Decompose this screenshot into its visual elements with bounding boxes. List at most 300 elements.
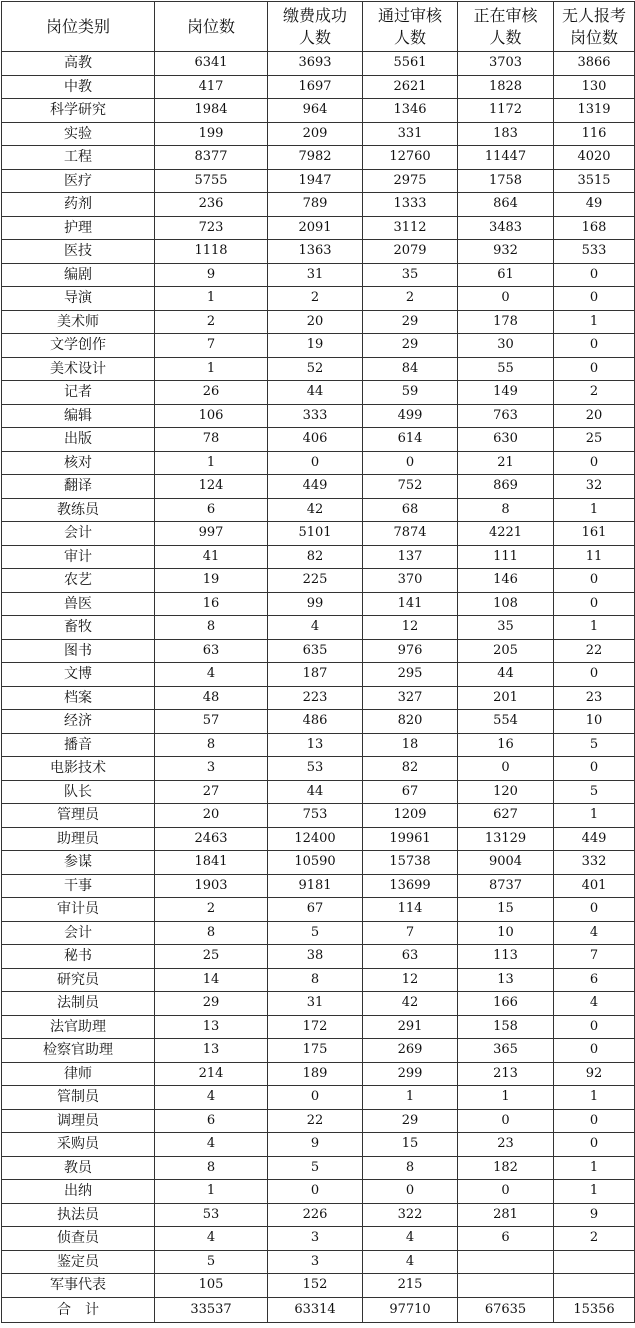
category-cell: 医技 [2,240,155,264]
table-row [2,663,635,687]
table-row [2,686,635,710]
number-cell: 3 [155,757,268,781]
number-cell: 281 [458,1203,554,1227]
number-cell: 20 [554,404,635,428]
number-cell: 4 [554,992,635,1016]
number-cell: 3866 [554,52,635,76]
number-cell: 1 [155,451,268,475]
number-cell: 3703 [458,52,554,76]
number-cell: 12760 [363,146,458,170]
number-cell: 9 [268,1133,363,1157]
number-cell: 42 [268,498,363,522]
number-cell: 13699 [363,874,458,898]
number-cell: 3483 [458,216,554,240]
number-cell: 20 [268,310,363,334]
number-cell: 332 [554,851,635,875]
number-cell: 15 [458,898,554,922]
number-cell: 63 [155,639,268,663]
table-row [2,475,635,499]
table-row [2,52,635,76]
category-cell: 审计员 [2,898,155,922]
number-cell: 291 [363,1015,458,1039]
number-cell: 533 [554,240,635,264]
table-row [2,851,635,875]
number-cell: 111 [458,545,554,569]
number-cell: 752 [363,475,458,499]
table-row [2,522,635,546]
category-cell: 医疗 [2,169,155,193]
category-cell: 经济 [2,710,155,734]
number-cell: 0 [554,287,635,311]
number-cell: 15738 [363,851,458,875]
table-row [2,122,635,146]
page [1,1,634,1323]
number-cell: 92 [554,1062,635,1086]
number-cell: 1319 [554,99,635,123]
number-cell: 3693 [268,52,363,76]
number-cell: 42 [363,992,458,1016]
category-cell: 研究员 [2,968,155,992]
number-cell: 1346 [363,99,458,123]
table-header [2,2,635,52]
column-header [268,2,363,52]
category-cell: 药剂 [2,193,155,217]
number-cell: 2 [554,381,635,405]
number-cell: 158 [458,1015,554,1039]
table-row [2,1203,635,1227]
number-cell: 0 [554,663,635,687]
category-cell: 采购员 [2,1133,155,1157]
table-row [2,216,635,240]
number-cell: 9 [554,1203,635,1227]
number-cell: 236 [155,193,268,217]
category-cell: 兽医 [2,592,155,616]
category-cell: 秘书 [2,945,155,969]
number-cell: 5755 [155,169,268,193]
table-row [2,334,635,358]
number-cell: 11447 [458,146,554,170]
column-header-line: 人数 [393,27,426,47]
number-cell: 9181 [268,874,363,898]
table-row [2,169,635,193]
number-cell: 53 [268,757,363,781]
number-cell: 44 [458,663,554,687]
table-row [2,287,635,311]
column-header-line: 人数 [489,27,522,47]
number-cell: 14 [155,968,268,992]
number-cell: 8 [155,733,268,757]
number-cell: 486 [268,710,363,734]
table-row [2,992,635,1016]
number-cell: 327 [363,686,458,710]
number-cell: 3 [268,1250,363,1274]
column-header-line: 通过审核 [377,5,442,25]
number-cell: 8 [363,1156,458,1180]
number-cell: 1172 [458,99,554,123]
table-row [2,193,635,217]
number-cell: 1209 [363,804,458,828]
number-cell: 16 [155,592,268,616]
category-cell: 编剧 [2,263,155,287]
number-cell: 976 [363,639,458,663]
number-cell: 4 [155,1133,268,1157]
number-cell: 22 [554,639,635,663]
number-cell: 33537 [155,1297,268,1322]
category-cell: 美术设计 [2,357,155,381]
table-row [2,428,635,452]
number-cell: 16 [458,733,554,757]
number-cell: 7874 [363,522,458,546]
number-cell: 35 [363,263,458,287]
table-row [2,827,635,851]
number-cell: 1903 [155,874,268,898]
number-cell: 215 [363,1274,458,1298]
category-cell: 图书 [2,639,155,663]
number-cell: 63 [363,945,458,969]
number-cell: 61 [458,263,554,287]
number-cell: 2 [155,310,268,334]
number-cell: 225 [268,569,363,593]
number-cell: 5561 [363,52,458,76]
number-cell: 6 [554,968,635,992]
column-header [155,2,268,52]
number-cell: 0 [554,451,635,475]
column-header-line: 岗位类别 [45,16,110,36]
number-cell: 48 [155,686,268,710]
number-cell: 97710 [363,1297,458,1322]
number-cell: 4 [155,1227,268,1251]
number-cell: 6341 [155,52,268,76]
table-row [2,75,635,99]
number-cell: 0 [554,757,635,781]
table-row [2,1156,635,1180]
number-cell: 166 [458,992,554,1016]
number-cell: 114 [363,898,458,922]
number-cell: 10 [458,921,554,945]
number-cell: 183 [458,122,554,146]
number-cell: 67635 [458,1297,554,1322]
number-cell: 5 [155,1250,268,1274]
number-cell: 417 [155,75,268,99]
table-row [2,757,635,781]
category-cell: 干事 [2,874,155,898]
number-cell: 1 [554,1086,635,1110]
number-cell: 2975 [363,169,458,193]
category-cell: 法制员 [2,992,155,1016]
table-body [2,52,635,1323]
category-cell: 教员 [2,1156,155,1180]
number-cell: 68 [363,498,458,522]
category-cell: 队长 [2,780,155,804]
column-header-line: 岗位数 [569,27,618,47]
number-cell: 2 [554,1227,635,1251]
category-cell: 美术师 [2,310,155,334]
number-cell: 4 [268,616,363,640]
number-cell: 13 [458,968,554,992]
number-cell: 49 [554,193,635,217]
number-cell: 38 [268,945,363,969]
number-cell: 1 [458,1086,554,1110]
table-row [2,1180,635,1204]
number-cell: 108 [458,592,554,616]
category-cell: 电影技术 [2,757,155,781]
number-cell: 113 [458,945,554,969]
number-cell: 8 [458,498,554,522]
number-cell: 0 [554,357,635,381]
number-cell: 499 [363,404,458,428]
number-cell: 3112 [363,216,458,240]
table-row [2,1227,635,1251]
number-cell: 331 [363,122,458,146]
table-row [2,310,635,334]
column-header [554,2,635,52]
column-header [458,2,554,52]
category-cell: 执法员 [2,1203,155,1227]
number-cell: 269 [363,1039,458,1063]
number-cell: 1758 [458,169,554,193]
number-cell: 2 [155,898,268,922]
number-cell: 864 [458,193,554,217]
number-cell: 105 [155,1274,268,1298]
number-cell: 13129 [458,827,554,851]
number-cell: 869 [458,475,554,499]
table-row [2,874,635,898]
number-cell: 12 [363,968,458,992]
number-cell: 0 [458,757,554,781]
number-cell: 7 [155,334,268,358]
number-cell: 449 [268,475,363,499]
number-cell: 8737 [458,874,554,898]
number-cell: 137 [363,545,458,569]
table-row [2,146,635,170]
category-cell: 中教 [2,75,155,99]
number-cell: 35 [458,616,554,640]
number-cell: 8 [155,1156,268,1180]
number-cell: 20 [155,804,268,828]
number-cell: 213 [458,1062,554,1086]
number-cell: 161 [554,522,635,546]
category-cell: 助理员 [2,827,155,851]
column-header [2,2,155,52]
number-cell: 13 [155,1039,268,1063]
number-cell: 0 [554,592,635,616]
number-cell: 0 [458,287,554,311]
table-row [2,1062,635,1086]
number-cell [458,1274,554,1298]
number-cell: 0 [268,451,363,475]
column-header-line: 缴费成功 [282,5,347,25]
number-cell: 9 [155,263,268,287]
total-row [2,1297,635,1322]
table-row [2,921,635,945]
category-cell: 文博 [2,663,155,687]
number-cell: 8 [155,921,268,945]
category-cell: 工程 [2,146,155,170]
number-cell: 12400 [268,827,363,851]
number-cell: 78 [155,428,268,452]
category-cell: 合 计 [2,1297,155,1322]
category-cell: 审计 [2,545,155,569]
number-cell: 1 [155,1180,268,1204]
category-cell: 出纳 [2,1180,155,1204]
category-cell: 调理员 [2,1109,155,1133]
number-cell: 57 [155,710,268,734]
category-cell: 出版 [2,428,155,452]
number-cell: 44 [268,780,363,804]
category-cell: 参谋 [2,851,155,875]
table-row [2,710,635,734]
column-header-line: 岗位数 [186,16,235,36]
number-cell: 299 [363,1062,458,1086]
number-cell: 4 [363,1250,458,1274]
number-cell: 168 [554,216,635,240]
number-cell: 29 [363,334,458,358]
number-cell: 1841 [155,851,268,875]
table-row [2,240,635,264]
number-cell: 2079 [363,240,458,264]
table-row [2,1039,635,1063]
number-cell: 26 [155,381,268,405]
number-cell: 2463 [155,827,268,851]
table-row [2,780,635,804]
number-cell: 6 [458,1227,554,1251]
table-row [2,804,635,828]
category-cell: 农艺 [2,569,155,593]
number-cell [458,1250,554,1274]
number-cell: 789 [268,193,363,217]
number-cell: 0 [554,898,635,922]
number-cell: 4 [363,1227,458,1251]
number-cell: 753 [268,804,363,828]
number-cell: 820 [363,710,458,734]
category-cell: 教练员 [2,498,155,522]
category-cell: 畜牧 [2,616,155,640]
number-cell: 10590 [268,851,363,875]
table-row [2,1015,635,1039]
number-cell: 3515 [554,169,635,193]
number-cell: 201 [458,686,554,710]
category-cell: 军事代表 [2,1274,155,1298]
header-row [2,2,635,52]
category-cell: 护理 [2,216,155,240]
number-cell: 44 [268,381,363,405]
number-cell: 627 [458,804,554,828]
number-cell: 365 [458,1039,554,1063]
number-cell: 2621 [363,75,458,99]
number-cell [554,1250,635,1274]
number-cell: 15356 [554,1297,635,1322]
category-cell: 高教 [2,52,155,76]
table-row [2,1133,635,1157]
column-header-line: 人数 [298,27,331,47]
number-cell: 322 [363,1203,458,1227]
recruitment-statistics-table [1,1,635,1323]
number-cell: 614 [363,428,458,452]
number-cell: 1 [554,804,635,828]
number-cell: 370 [363,569,458,593]
number-cell: 199 [155,122,268,146]
number-cell: 9004 [458,851,554,875]
number-cell: 29 [363,310,458,334]
number-cell: 0 [554,1109,635,1133]
number-cell: 449 [554,827,635,851]
table-row [2,616,635,640]
number-cell: 25 [155,945,268,969]
number-cell: 5101 [268,522,363,546]
number-cell: 152 [268,1274,363,1298]
number-cell: 8 [155,616,268,640]
number-cell: 116 [554,122,635,146]
number-cell: 1984 [155,99,268,123]
number-cell: 187 [268,663,363,687]
number-cell: 175 [268,1039,363,1063]
category-cell: 档案 [2,686,155,710]
number-cell: 0 [554,1039,635,1063]
number-cell: 13 [155,1015,268,1039]
number-cell: 209 [268,122,363,146]
number-cell: 82 [268,545,363,569]
number-cell: 19 [268,334,363,358]
number-cell: 10 [554,710,635,734]
number-cell: 172 [268,1015,363,1039]
number-cell: 1 [363,1086,458,1110]
number-cell: 406 [268,428,363,452]
number-cell: 1 [155,357,268,381]
number-cell: 55 [458,357,554,381]
number-cell: 214 [155,1062,268,1086]
table-row [2,1109,635,1133]
category-cell: 科学研究 [2,99,155,123]
number-cell: 763 [458,404,554,428]
number-cell: 15 [363,1133,458,1157]
number-cell: 149 [458,381,554,405]
number-cell: 1118 [155,240,268,264]
number-cell: 29 [155,992,268,1016]
number-cell: 12 [363,616,458,640]
number-cell: 4020 [554,146,635,170]
number-cell: 31 [268,263,363,287]
number-cell: 29 [363,1109,458,1133]
category-cell: 律师 [2,1062,155,1086]
number-cell: 6 [155,1109,268,1133]
number-cell: 964 [268,99,363,123]
number-cell: 0 [554,334,635,358]
number-cell: 6 [155,498,268,522]
number-cell: 5 [554,733,635,757]
number-cell: 1697 [268,75,363,99]
category-cell: 实验 [2,122,155,146]
number-cell: 295 [363,663,458,687]
category-cell: 管制员 [2,1086,155,1110]
number-cell: 106 [155,404,268,428]
number-cell: 59 [363,381,458,405]
number-cell: 146 [458,569,554,593]
number-cell: 0 [458,1180,554,1204]
table-row [2,263,635,287]
category-cell: 编辑 [2,404,155,428]
number-cell: 22 [268,1109,363,1133]
number-cell: 1 [554,310,635,334]
number-cell: 178 [458,310,554,334]
number-cell: 2 [363,287,458,311]
number-cell: 554 [458,710,554,734]
number-cell: 0 [268,1086,363,1110]
number-cell: 4221 [458,522,554,546]
category-cell: 播音 [2,733,155,757]
number-cell: 223 [268,686,363,710]
category-cell: 会计 [2,522,155,546]
number-cell: 124 [155,475,268,499]
